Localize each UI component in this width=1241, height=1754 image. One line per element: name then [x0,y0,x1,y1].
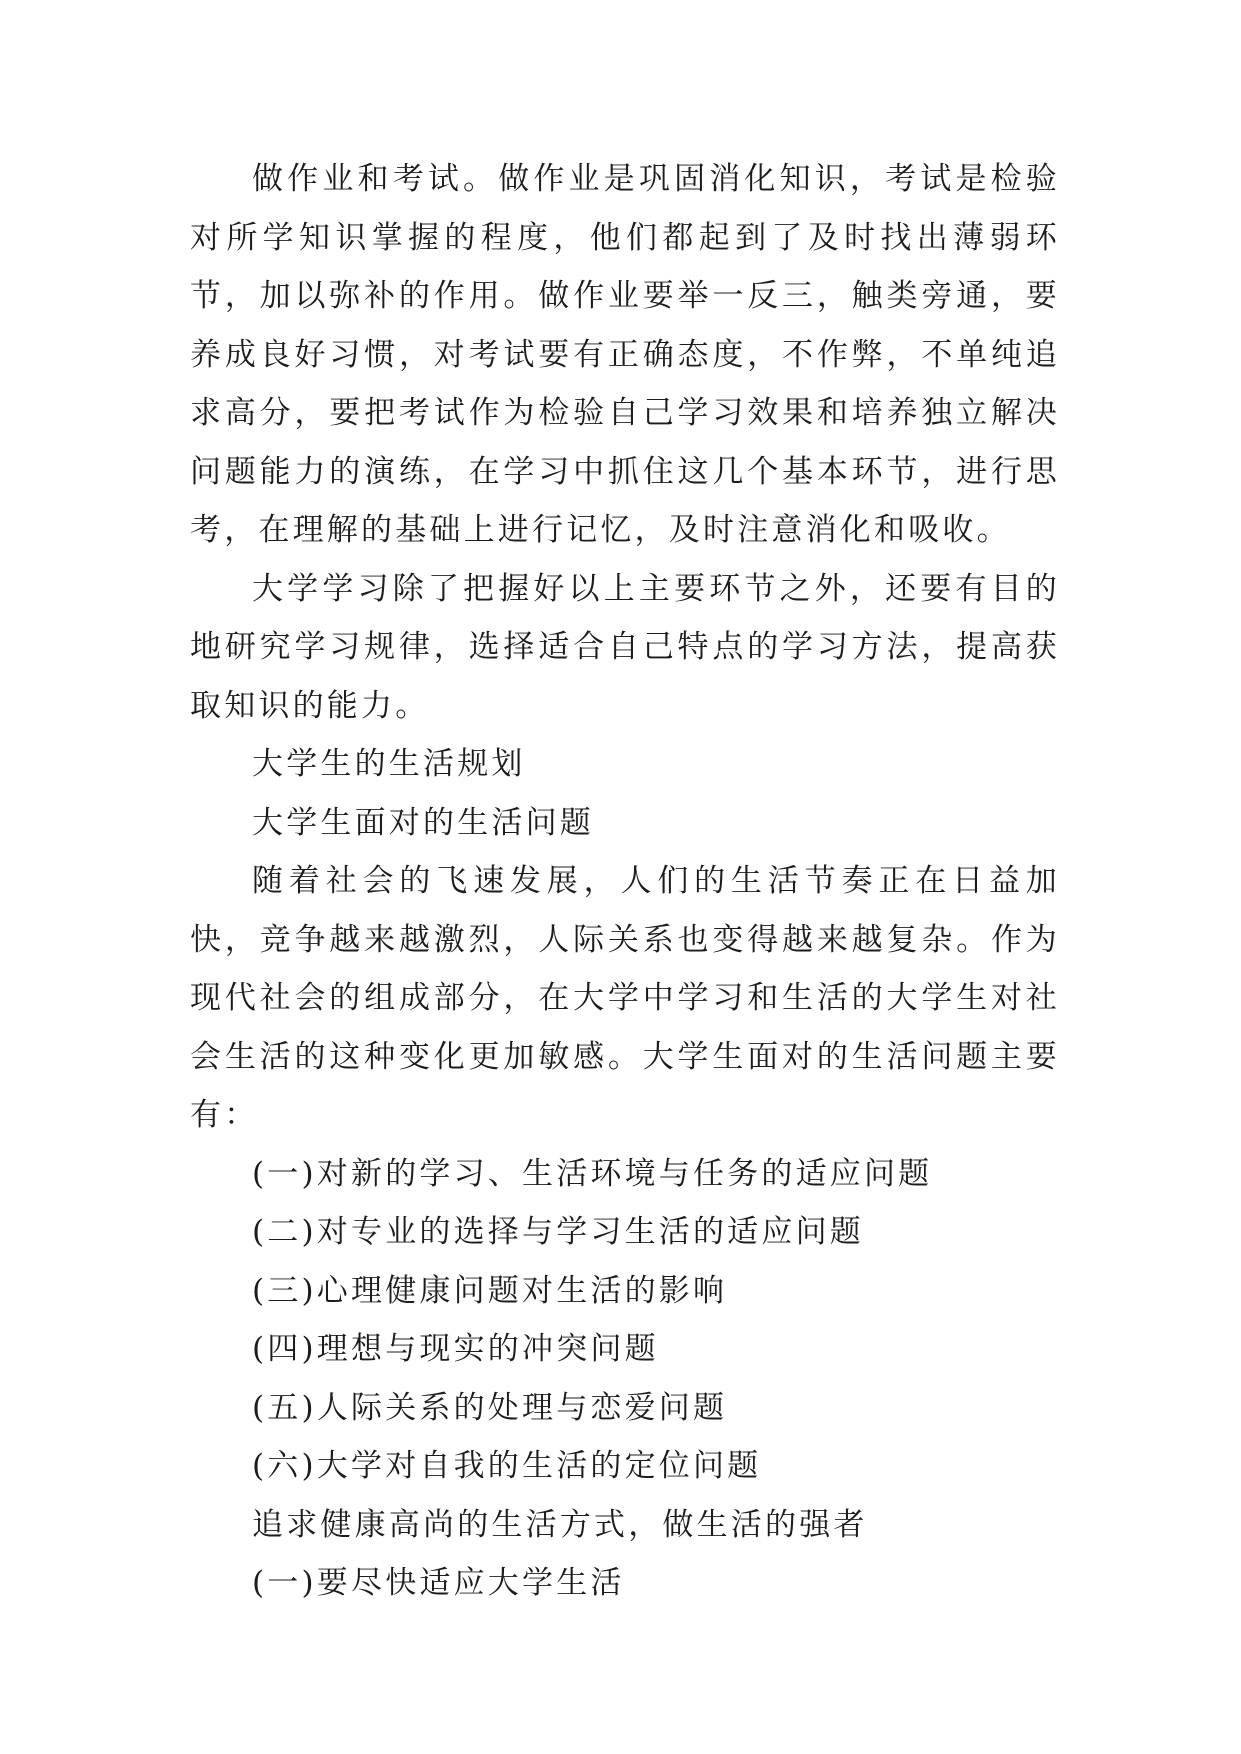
list-item: (二)对专业的选择与学习生活的适应问题 [252,1214,864,1250]
list-item: (三)心理健康问题对生活的影响 [252,1272,728,1309]
subsection-heading: 大学生面对的生活问题 [252,804,594,841]
list-item: (四)理想与现实的冲突问题 [252,1331,659,1367]
body-paragraph: 做作业和考试。做作业是巩固消化知识，考试是检验对所学知识掌握的程度，他们都起到了及时找出薄弱环节，加以弥补的作用。做作业要举一反三，触类旁通，要养成良好习惯，对考试要有正确态度，不作弊，不单纯追求高分，要把考试作为检验自己学习效果和培养独立解决问题能力的演练，在学习中抓住这几个基本环节，进行思考，在理解的基础上进行记忆，及时注意消化和吸收。 [190,161,1060,548]
section-heading: 大学生的生活规划 [252,746,526,782]
list-item: (一)要尽快适应大学生活 [252,1565,625,1601]
list-item: (六)大学对自我的生活的定位问题 [252,1448,762,1484]
list-item: (五)人际关系的处理与恋爱问题 [252,1389,728,1426]
list-item: (一)对新的学习、生活环境与任务的适应问题 [252,1155,933,1192]
subsection-heading: 追求健康高尚的生活方式，做生活的强者 [252,1506,868,1543]
body-paragraph: 随着社会的飞速发展，人们的生活节奏正在日益加快，竞争越来越激烈，人际关系也变得越来越复杂。作为现代社会的组成部分，在大学中学习和生活的大学生对社会生活的这种变化更加敏感。大学生面对的生活问题主要有： [190,863,1060,1133]
document-body [190,150,1060,1613]
body-paragraph: 大学学习除了把握好以上主要环节之外，还要有目的地研究学习规律，选择适合自己特点的学习方法，提高获取知识的能力。 [190,570,1060,724]
